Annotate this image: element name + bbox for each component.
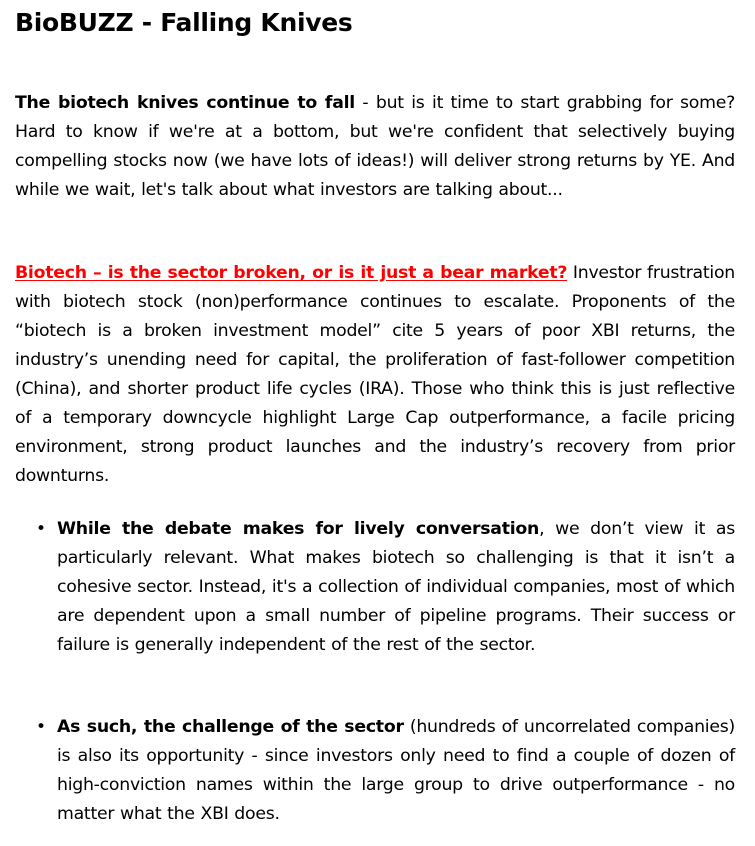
bullet-item <box>57 713 735 829</box>
section-heading-link[interactable]: Biotech – is the sector broken, or is it just a bear market? <box>15 263 568 283</box>
intro-text: - but is it time to start grabbing for some? Hard to know if we're at a bottom, but we're confident that selectively buying compelling stocks now (we have lots of ideas!) will deliver strong returns by YE. And while we wait, let's talk about what investors are talking about... <box>15 93 735 200</box>
intro-lead: The biotech knives continue to fall <box>15 93 355 113</box>
bullet-text: , we don’t view it as particularly relevant. What makes biotech so challenging is that it isn’t a cohesive sector. Instead, it's a collection of individual companies, most of which are dependent upon a small number of pipeline programs. Their success or failure is generally independent of the rest of the sector. <box>57 519 735 655</box>
bullet-marker: • <box>36 519 47 539</box>
section-paragraph <box>15 259 735 491</box>
bullet-marker: • <box>36 717 47 737</box>
bullet-lead: As such, the challenge of the sector <box>57 717 404 737</box>
bullet-lead: While the debate makes for lively conversation <box>57 519 540 539</box>
bullet-text: (hundreds of uncorrelated companies) is also its opportunity - since investors only need to find a couple of dozen of high-conviction names within the large group to drive outperformance - no matter what the XBI does. <box>57 717 735 824</box>
bullet-item <box>57 515 735 660</box>
section-text: Investor frustration with biotech stock (non)performance continues to escalate. Proponents of the “biotech is a broken investment model” cite 5 years of poor XBI returns, the industry’s unending need for capital, the proliferation of fast-follower competition (China), and shorter product life cycles (IRA). Those who think this is just reflective of a temporary downcycle highlight Large Cap outperformance, a facile pricing environment, strong product launches and the industry’s recovery from prior downturns. <box>15 263 735 486</box>
page-title: BioBUZZ - Falling Knives <box>15 8 353 37</box>
intro-paragraph <box>15 89 735 205</box>
